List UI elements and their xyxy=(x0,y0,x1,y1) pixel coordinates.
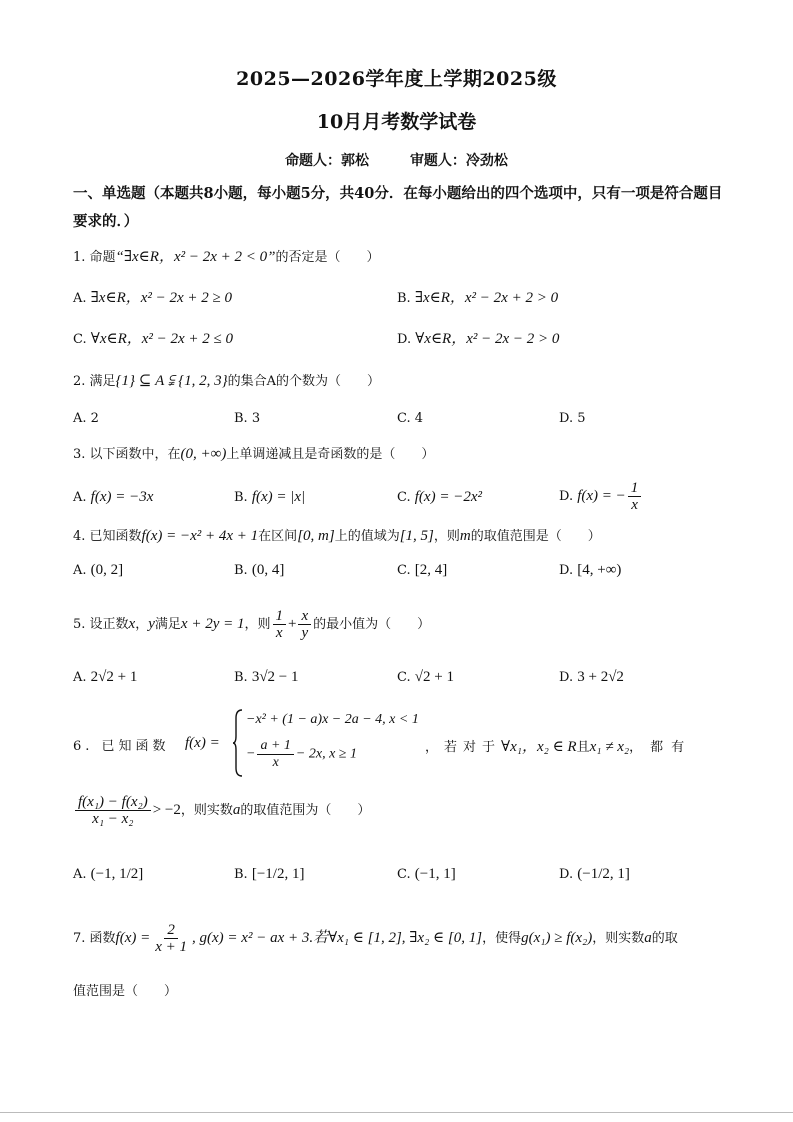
question-6-intro: 6. 已知函数 xyxy=(73,739,170,754)
question-1-math: “∃x∈R，x² − 2x + 2 < 0” xyxy=(115,249,276,265)
piecewise-brace xyxy=(232,708,244,778)
question-4-stem: 4. 已知函数f(x) = −x² + 4x + 1在区间[0, m]上的值域为[1, 5]，则m的取值范围是（ ） xyxy=(73,528,601,544)
question-4-option-d: D. [4, +∞) xyxy=(559,562,622,578)
question-5-option-c: C. √2 + 1 xyxy=(397,669,454,685)
question-4-option-b: B. (0, 4] xyxy=(234,562,285,578)
question-1-option-d: D. ∀x∈R，x² − 2x − 2 > 0 xyxy=(397,331,560,347)
question-1-number: 1. 命题 xyxy=(73,250,116,265)
question-3-option-c: C. f(x) = −2x² xyxy=(397,489,482,505)
fraction: $\frac{a + 1}{x}$ xyxy=(257,738,293,771)
question-2-stem: 2. 满足{1} ⊆ A ⫋ {1, 2, 3}的集合A的个数为（ ） xyxy=(73,373,380,389)
question-6-inequality: $\frac{\text{f(x₁) − f(x₂)}}{\text{x₁ − x₂}}$ > −2，则实数a的取值范围为（ ） xyxy=(73,794,370,827)
question-3-option-d: D. f(x) = − $\frac{1}{x}$ xyxy=(559,480,643,513)
question-2-option-b: B. 3 xyxy=(234,411,261,426)
question-3-stem: 3. 以下函数中，在(0, +∞)上单调递减且是奇函数的是（ ） xyxy=(73,446,435,462)
exam-title-line1: 2025—2026学年度上学期2025级 xyxy=(236,68,557,90)
question-6-function-name: f(x) = xyxy=(185,735,220,751)
question-4-option-c: C. [2, 4] xyxy=(397,562,448,578)
question-3-option-b: B. f(x) = |x| xyxy=(234,489,306,505)
page-bottom-rule xyxy=(0,1112,793,1113)
question-6-option-c: C. (−1, 1] xyxy=(397,866,456,882)
question-6-option-d: D. (−1/2, 1] xyxy=(559,866,630,882)
question-6-piece-2: − $\frac{a + 1}{x}$ − 2x, x ≥ 1 xyxy=(246,738,357,770)
authors-line xyxy=(0,150,793,170)
fraction: $\frac{2}{x + 1}$ xyxy=(155,922,188,955)
question-4-option-a: A. (0, 2] xyxy=(73,562,124,578)
question-6-condition: ，若对于∀x₁，x₂ ∈ R且x₁ ≠ x₂，都有 xyxy=(425,739,693,755)
reviewer-name: 审题人：冷劲松 xyxy=(409,153,508,169)
fraction: $\frac{\text{f(x₁) − f(x₂)}}{\text{x₁ − x₂}}$ xyxy=(75,794,151,827)
question-5-option-d: D. 3 + 2√2 xyxy=(559,669,624,685)
question-3-option-a: A. f(x) = −3x xyxy=(73,489,154,505)
question-2-option-d: D. 5 xyxy=(559,411,586,426)
question-7-stem: 7. 函数f(x) = $\frac{2}{x + 1}$ , g(x) = x² − ax + 3.若∀x₁ ∈ [1, 2], ∃x₂ ∈ [0, 1]，使得g(x₁) ≥ f(x₂)，则实数a的取 xyxy=(73,922,678,955)
question-5-stem: 5. 设正数x，y满足x + 2y = 1，则 $\frac{1}{x}$ + $\frac{x}{y}$ 的最小值为（ ） xyxy=(73,608,431,641)
question-6-option-b: B. [−1/2, 1] xyxy=(234,866,305,882)
exam-title-line2: 10月月考数学试卷 xyxy=(316,111,477,133)
question-2-option-a: A. 2 xyxy=(73,411,99,426)
fraction: $\frac{x}{y}$ xyxy=(298,608,311,641)
question-2-option-c: C. 4 xyxy=(397,411,424,426)
question-1-option-a: A. ∃x∈R，x² − 2x + 2 ≥ 0 xyxy=(73,290,233,306)
question-5-option-a: A. 2√2 + 1 xyxy=(73,669,138,685)
fraction: $\frac{1}{x}$ xyxy=(628,480,642,513)
section-heading: 一、单选题（本题共8小题，每小题5分，共40分．在每小题给出的四个选项中，只有一项是符合题目要求的．） xyxy=(73,185,723,230)
question-6-option-a: A. (−1, 1/2] xyxy=(73,866,144,882)
question-1-option-c: C. ∀x∈R，x² − 2x + 2 ≤ 0 xyxy=(73,331,234,347)
author-name: 命题人：郭松 xyxy=(285,153,370,169)
question-5-option-b: B. 3√2 − 1 xyxy=(234,669,299,685)
question-6-piece-1: −x² + (1 − a)x − 2a − 4, x < 1 xyxy=(246,712,419,727)
question-7-line-2: 值范围是（ ） xyxy=(73,984,178,999)
fraction: $\frac{1}{x}$ xyxy=(273,608,287,641)
question-1-stem xyxy=(73,245,380,266)
question-1-option-b: B. ∃x∈R，x² − 2x + 2 > 0 xyxy=(397,290,559,306)
question-1-tail: 的否定是（ ） xyxy=(275,250,380,265)
